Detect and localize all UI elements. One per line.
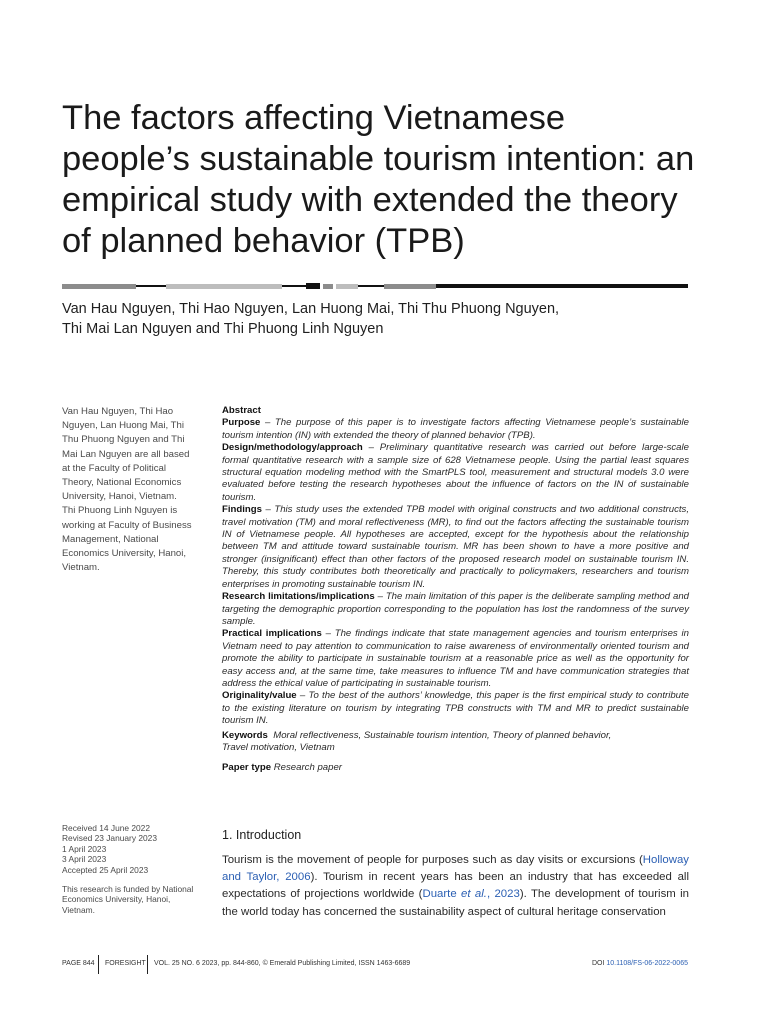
footer-journal-name: FORESIGHT xyxy=(105,960,146,967)
citation-link-holloway[interactable]: Holloway and Taylor, 2006 xyxy=(222,854,689,884)
authors-line-2b: Thi Phuong Linh Nguyen xyxy=(223,321,384,337)
footer-doi: DOI 10.1108/FS-06-2022-0065 xyxy=(591,960,688,967)
footer-page-number: PAGE 844 xyxy=(62,960,95,967)
title-decorative-rule xyxy=(62,282,688,290)
date-received: Received 14 June 2022 xyxy=(62,823,151,833)
abstract xyxy=(222,405,689,775)
abstract-paper-type: Paper type Research paper xyxy=(222,762,342,774)
doi-link[interactable]: 10.1108/FS-06-2022-0065 xyxy=(606,960,688,967)
footer-citation: VOL. 25 NO. 6 2023, pp. 844-860, © Emerald Publishing Limited, ISSN 1463-6689 xyxy=(154,960,411,967)
abstract-practical: Practical implications – The findings indicate that state management agencies and tourism enterprises in Vietnam need to pay attention to communication to raise awareness of environmentally oriented tourism and promote the ability to participate in sustainable tourism at a reasonable price as well as the opportunity for easy access and, at the same time, take measures to influence TM and have communication strategies that address the ethical value of participating in sustainable tourism. xyxy=(222,628,689,689)
author-affiliation: Van Hau Nguyen, Thi Hao Nguyen, Lan Huong Mai, Thi Thu Phuong Nguyen and Thi Mai Lan Nguyen are all based at the Faculty of Political Theory, National Economics University, Hanoi, Vietnam. Thi Phuong Linh Nguyen is working at Faculty of Business Management, National Economics University, Hanoi, Vietnam. xyxy=(62,406,192,574)
citation-link-duarte[interactable]: Duarte et al., 2023 xyxy=(422,888,520,901)
article-title: The factors affecting Vietnamese people’s sustainable tourism intention: an empirical study with extended the theory of planned behavior (TPB) xyxy=(62,99,695,260)
section-heading-introduction: 1. Introduction xyxy=(222,828,302,842)
article-dates xyxy=(62,823,202,875)
abstract-limitations: Research limitations/implications – The main limitation of this paper is the deliberate sampling method and targeting the demographic proportion corresponding to the population has lost the randomness of the survey sample. xyxy=(222,591,689,627)
authors-line-2a: Thi Mai Lan Nguyen xyxy=(62,321,192,337)
authors-line-1: Van Hau Nguyen, Thi Hao Nguyen, Lan Huong Mai, Thi Thu Phuong Nguyen, xyxy=(62,301,560,317)
footer-divider xyxy=(98,955,99,974)
funding-note: This research is funded by National Economics University, Hanoi, Vietnam. xyxy=(62,884,194,915)
abstract-findings: Findings – This study uses the extended TPB model with original constructs and two additional constructs, travel motivation (TM) and moral reflectiveness (MR), to find out the factors affecting the sustainable tourism IN of Vietnamese people. All hypotheses are accepted, except for the hypothesis about the relationship between TM and attitude toward sustainable tourism. MR has been shown to have a more positive and stronger (insignificant) effect than other factors of the proposed research model on sustainable tourism IN. Thereby, this study contributes both theoretically and practically to policymakers, researchers and tourism enterprises in promoting sustainable tourism IN. xyxy=(222,504,689,590)
footer-divider xyxy=(147,955,148,974)
abstract-heading: Abstract xyxy=(222,405,261,416)
abstract-originality: Originality/value – To the best of the authors’ knowledge, this paper is the first empirical study to contribute to the existing literature on tourism by integrating TPB constructs with TM and MR to predict sustainable tourism IN. xyxy=(222,690,690,727)
authors-and: and xyxy=(195,321,220,337)
author-list xyxy=(62,299,702,339)
date-revised: Revised 23 January 2023 xyxy=(62,833,157,844)
date-accepted: Accepted 25 April 2023 xyxy=(62,864,149,875)
date-revised-2: 1 April 2023 xyxy=(62,843,107,854)
page-footer xyxy=(62,955,688,975)
abstract-keywords: Keywords Moral reflectiveness, Sustainable tourism intention, Theory of planned behavior, Travel motivation, Vietnam xyxy=(222,729,612,753)
introduction-paragraph: Tourism is the movement of people for purposes such as day visits or excursions (Holloway and Taylor, 2006). Tourism in recent years has been an industry that has exceeded all expectations of projections worldwide (Duarte et al., 2023). The development of tourism in the world today has concerned the sustainability aspect of cultural heritage conservation xyxy=(222,854,689,918)
abstract-purpose: Purpose – The purpose of this paper is to investigate factors affecting Vietnamese people’s sustainable tourism intention (IN) with extended the theory of planned behavior (TPB). xyxy=(222,417,689,441)
date-revised-3: 3 April 2023 xyxy=(62,854,107,865)
abstract-design: Design/methodology/approach – Preliminary quantitative research was carried out before large-scale formal quantitative research with a sample size of 628 Vietnamese people. Using the partial least squares structural equation modeling method with the SmartPLS tool, measurement and structural models 3.0 were evaluated before testing the research hypotheses about the influence of factors on the IN of sustainable tourism. xyxy=(222,442,689,503)
